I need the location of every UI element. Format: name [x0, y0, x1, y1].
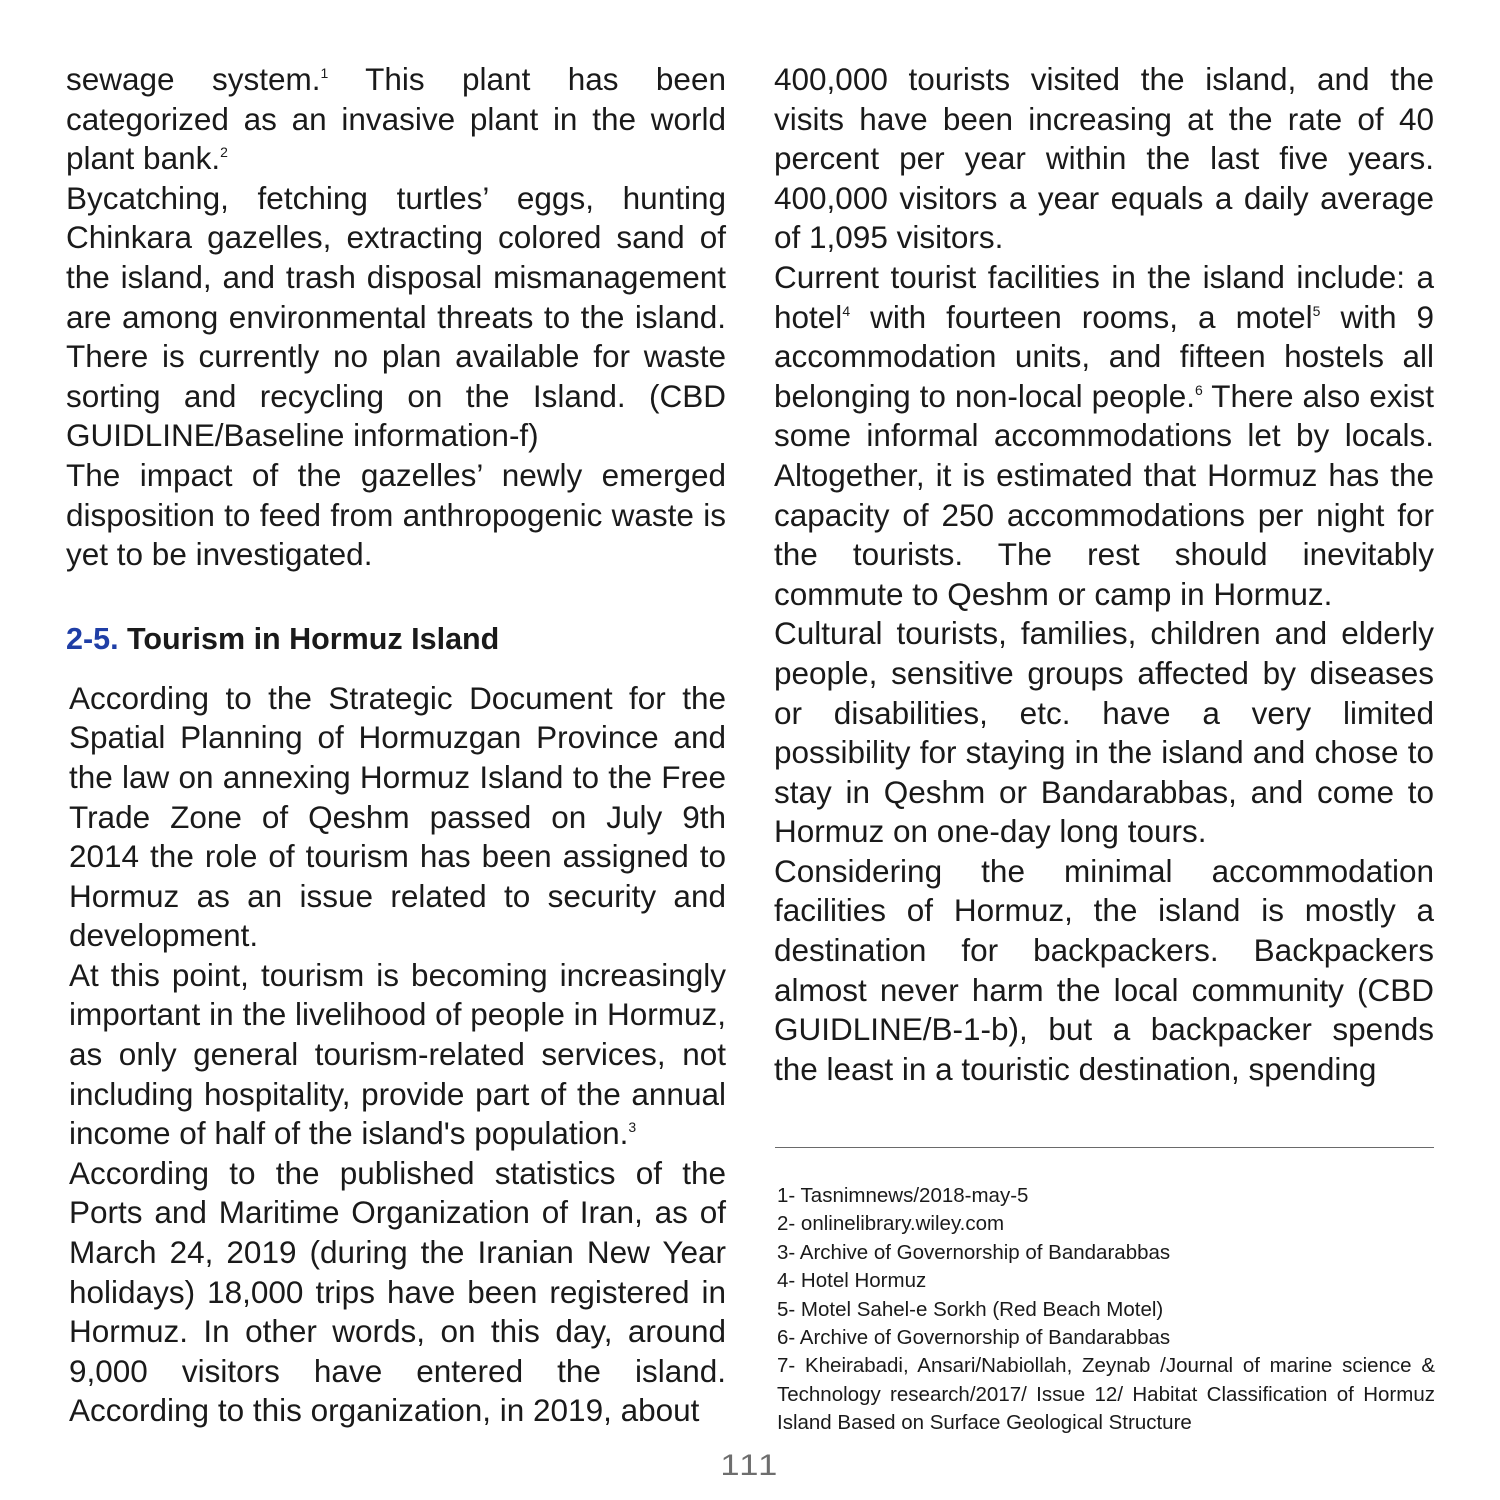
footnote-divider	[775, 1147, 1434, 1148]
footnote-ref-4[interactable]: 4	[842, 302, 851, 319]
paragraph-cultural-tourists: Cultural tourists, families, children and elderly people, sensitive groups affected by diseases or disabilities, etc. have a very limited possibility for staying in the island and chose to stay in Qeshm or Bandarabbas, and come to Hormuz on one-day long tours.	[774, 615, 1434, 850]
paragraph-statistics: According to the published statistics of the Ports and Maritime Organization of Iran, as of March 24, 2019 (during the Iranian New Year holidays) 18,000 trips have been registered in Hormuz. In other words, on this day, around 9,000 visitors have entered the island. According to this organization, in 2019, about	[69, 1154, 726, 1429]
footnote-1: 1- Tasnimnews/2018-may-5	[777, 1184, 1029, 1207]
paragraph-threats: Bycatching, fetching turtles’ eggs, hunting Chinkara gazelles, extracting colored sand of the island, and trash disposal mismanagement are among environmental threats to the island. There is currently no plan available for waste sorting and recycling on the Island. (CBD GUIDLINE/Baseline information-f)	[66, 179, 726, 454]
paragraph-facilities: Current tourist facilities in the island include: a hotel$^4$ with fourteen rooms, a motel$^5$ with 9 accommodation units, and fifteen hostels all belonging to non-local people.$^6$ There also exist some informal accommodations let by locals. Altogether, it is estimated that Hormuz has the capacity of 250 accommodations per night for the tourists. The rest should inevitably commute to Qeshm or camp in Hormuz.	[774, 258, 1434, 612]
left-column	[66, 60, 726, 1431]
footnote-ref-1[interactable]: 1	[320, 65, 329, 81]
footnote-ref-3[interactable]: 3	[628, 1119, 637, 1136]
tourism-section	[69, 679, 726, 1431]
footnote-2: 2- onlinelibrary.wiley.com	[777, 1212, 1005, 1236]
footnotes	[777, 1182, 1435, 1438]
footnote-ref-5[interactable]: 5	[1312, 302, 1321, 319]
paragraph-sewage: sewage system.$^1$ This plant has been categorized as an invasive plant in the world plant bank.$^2$	[66, 61, 726, 177]
footnote-7: 7- Kheirabadi, Ansari/Nabiollah, Zeynab /Journal of marine science & Technology research/2017/ Issue 12/ Habitat Classification of Hormuz Island Based on Surface Geological Structure	[777, 1354, 1435, 1435]
footnote-ref-6[interactable]: 6	[1195, 381, 1203, 398]
section-number: 2-5.	[66, 621, 119, 656]
footnote-4: 4- Hotel Hormuz	[777, 1269, 927, 1293]
paragraph-backpackers: Considering the minimal accommodation facilities of Hormuz, the island is mostly a destination for backpackers. Backpackers almost never harm the local community (CBD GUIDLINE/B-1-b), but a backpacker spends the least in a touristic destination, spending	[774, 852, 1434, 1087]
paragraph-strategic-document: According to the Strategic Document for the Spatial Planning of Hormuzgan Province and the law on annexing Hormuz Island to the Free Trade Zone of Qeshm passed on July 9th 2014 the role of tourism has been assigned to Hormuz as an issue related to security and development.	[69, 679, 726, 954]
footnote-5: 5- Motel Sahel-e Sorkh (Red Beach Motel)	[777, 1297, 1164, 1321]
paragraph-gazelles: The impact of the gazelles’ newly emerged disposition to feed from anthropogenic waste is yet to be investigated.	[66, 456, 726, 573]
footnote-ref-2[interactable]: 2	[220, 144, 228, 161]
section-title: Tourism in Hormuz Island	[127, 621, 500, 656]
paragraph-visitors: 400,000 tourists visited the island, and the visits have been increasing at the rate of 40 percent per year within the last five years. 400,000 visitors a year equals a daily average of 1,095 visitors.	[774, 61, 1434, 256]
footnote-3: 3- Archive of Governorship of Bandarabbas	[777, 1240, 1171, 1264]
right-column	[774, 60, 1434, 1089]
section-heading	[66, 619, 726, 659]
paragraph-livelihood: At this point, tourism is becoming increasingly important in the livelihood of people in Hormuz, as only general tourism-related services, not including hospitality, provide part of the annual income of half of the island's population.$^3$	[69, 956, 726, 1152]
page-number: 111	[720, 1449, 780, 1482]
footnote-6: 6- Archive of Governorship of Bandarabbas	[777, 1326, 1171, 1350]
